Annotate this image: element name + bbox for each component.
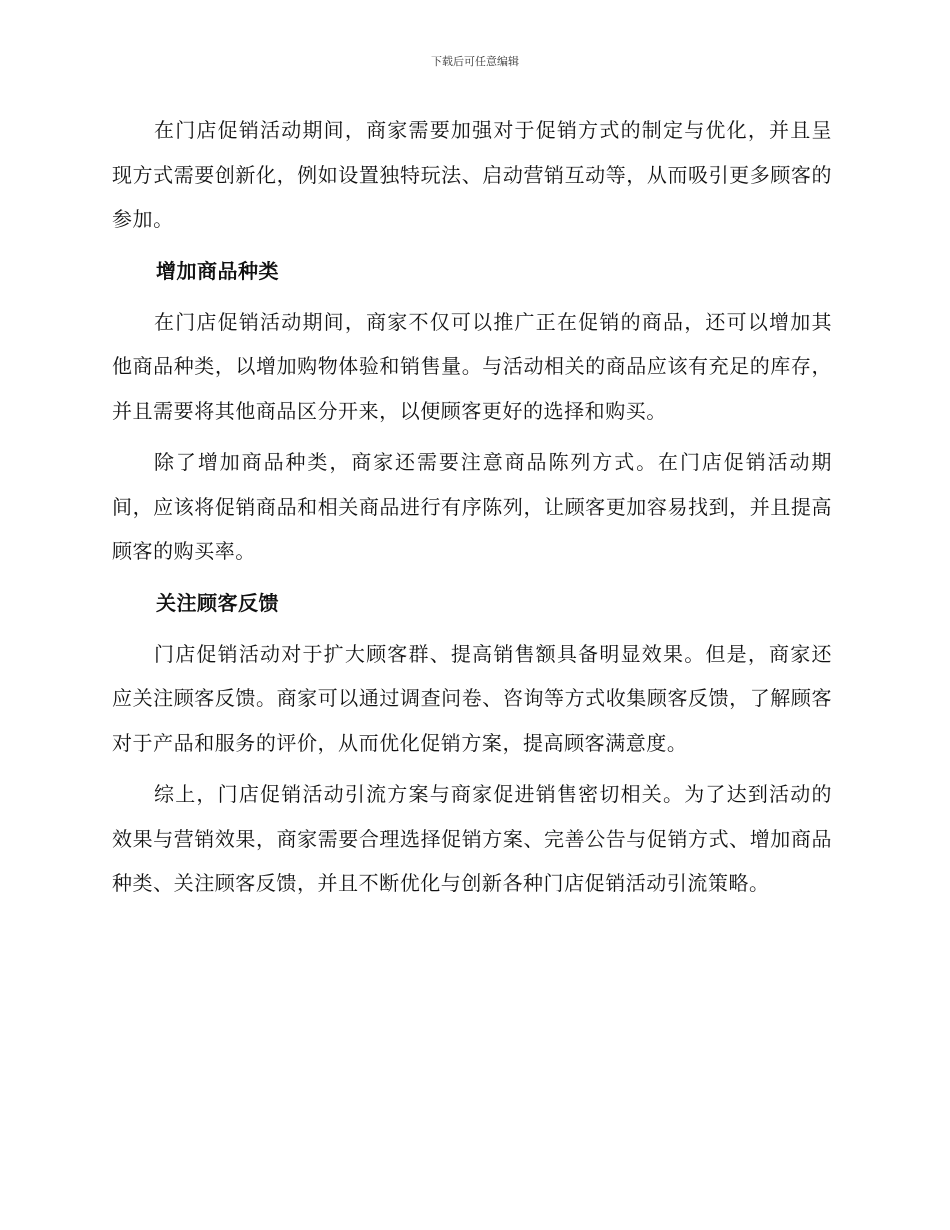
paragraph-product-display: 除了增加商品种类，商家还需要注意商品陈列方式。在门店促销活动期间，应该将促销商品和相关商品进行有序陈列，让顾客更加容易找到，并且提高顾客的购买率。 xyxy=(112,450,832,563)
header-note: 下载后可任意编辑 xyxy=(431,55,519,68)
section-heading-product-variety: 增加商品种类 xyxy=(156,258,279,283)
document-body xyxy=(112,108,832,913)
paragraph-promotion-methods: 在门店促销活动期间，商家需要加强对于促销方式的制定与优化，并且呈现方式需要创新化，例如设置独特玩法、启动营销互动等，从而吸引更多顾客的参加。 xyxy=(112,118,832,231)
paragraph-product-variety: 在门店促销活动期间，商家不仅可以推广正在促销的商品，还可以增加其他商品种类，以增加购物体验和销售量。与活动相关的商品应该有充足的库存，并且需要将其他商品区分开来，以便顾客更好的选择和购买。 xyxy=(112,309,832,423)
paragraph-conclusion: 综上，门店促销活动引流方案与商家促进销售密切相关。为了达到活动的效果与营销效果，商家需要合理选择促销方案、完善公告与促销方式、增加商品种类、关注顾客反馈，并且不断优化与创新各种门店促销活动引流策略。 xyxy=(112,782,832,895)
section-heading-customer-feedback: 关注顾客反馈 xyxy=(156,590,279,615)
paragraph-customer-feedback: 门店促销活动对于扩大顾客群、提高销售额具备明显效果。但是，商家还应关注顾客反馈。商家可以通过调查问卷、咨询等方式收集顾客反馈，了解顾客对于产品和服务的评价，从而优化促销方案，提高顾客满意度。 xyxy=(112,641,832,755)
